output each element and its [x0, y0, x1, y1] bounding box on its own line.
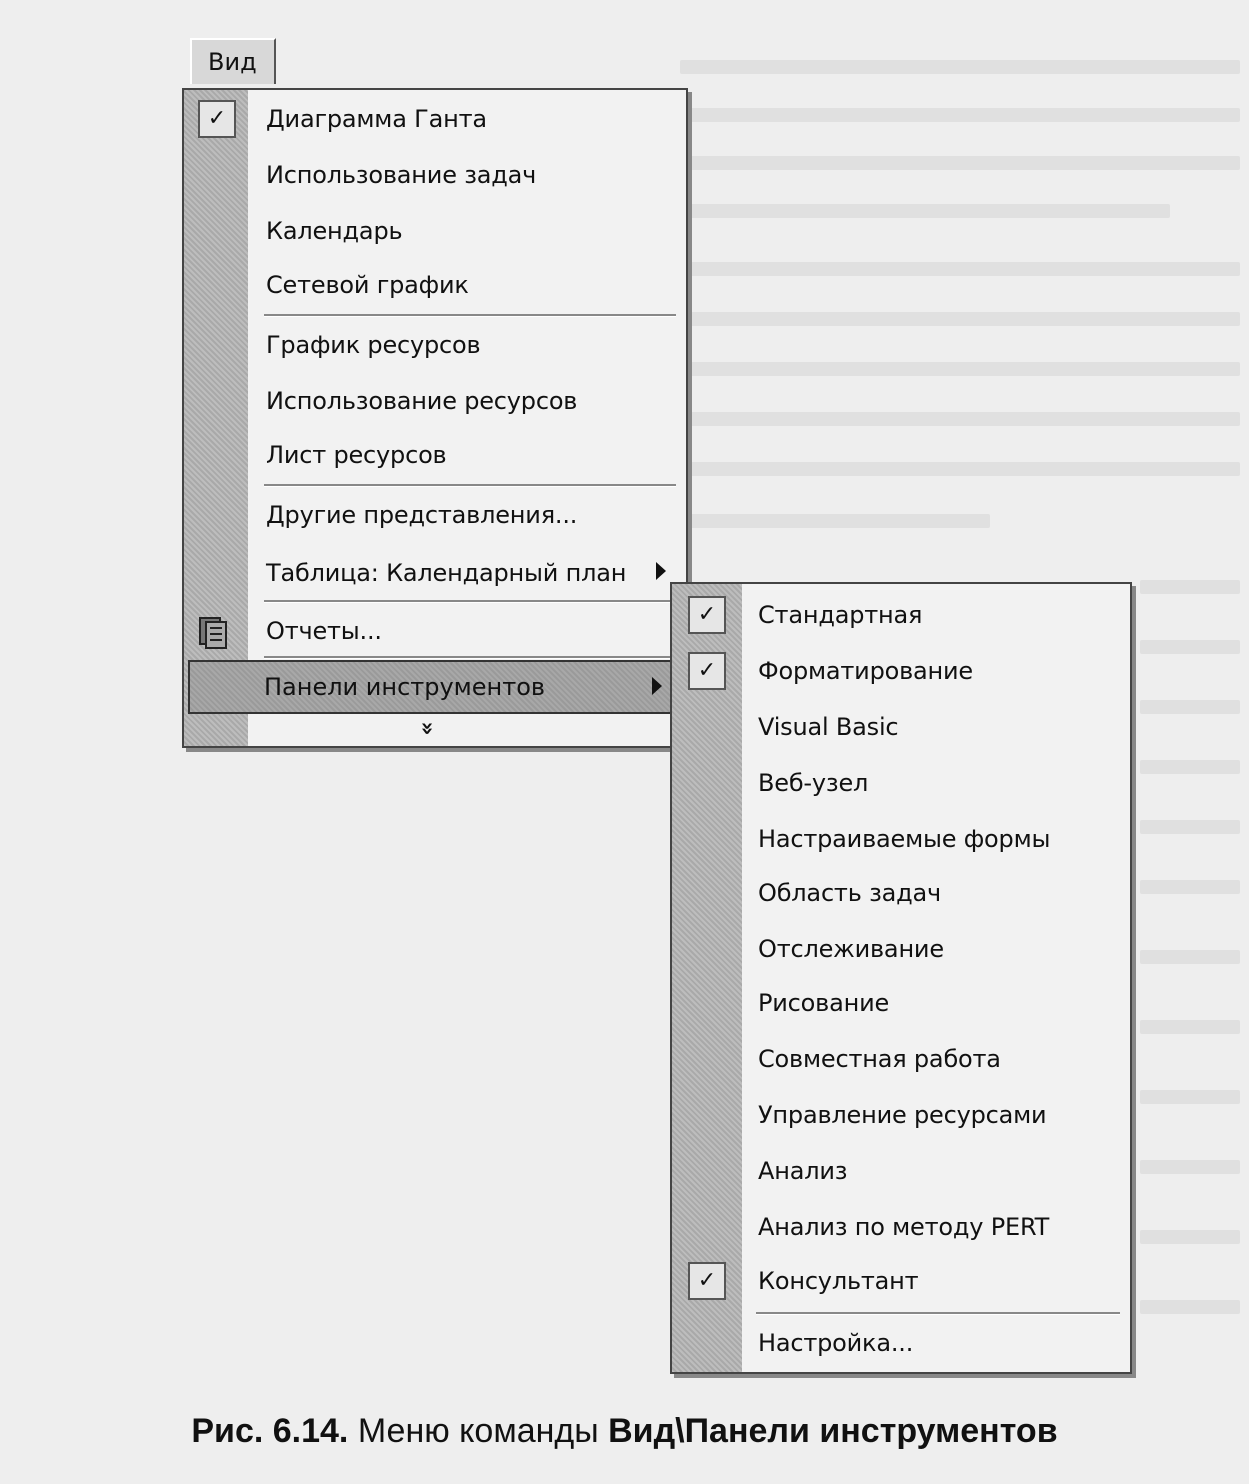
view-menu-dropdown: [182, 88, 688, 748]
check-icon: ✓: [688, 1262, 726, 1300]
menu-view-label: Вид: [208, 48, 257, 76]
submenu-item-label: Консультант: [758, 1267, 919, 1295]
submenu-item-consultant[interactable]: [672, 1254, 1130, 1310]
submenu-arrow-icon: [652, 677, 662, 695]
menu-item-toolbars[interactable]: [188, 660, 676, 714]
menu-item-label: Отчеты...: [266, 617, 382, 645]
menu-item-resource-usage[interactable]: [184, 374, 686, 430]
menu-item-more-views[interactable]: [184, 488, 686, 544]
menu-item-label: График ресурсов: [266, 331, 481, 359]
menu-item-resource-sheet[interactable]: [184, 428, 686, 484]
submenu-item-drawing[interactable]: [672, 976, 1130, 1032]
menu-item-calendar[interactable]: [184, 204, 686, 260]
submenu-item-label: Стандартная: [758, 601, 923, 629]
submenu-item-label: Форматирование: [758, 657, 973, 685]
menu-separator: [264, 314, 676, 317]
submenu-item-label: Visual Basic: [758, 713, 899, 741]
submenu-item-label: Веб-узел: [758, 769, 869, 797]
menu-separator: [264, 656, 676, 659]
submenu-item-label: Настройка...: [758, 1329, 914, 1357]
menu-item-reports[interactable]: [184, 604, 686, 660]
menu-item-label: Таблица: Календарный план: [266, 559, 627, 587]
menu-item-label: Лист ресурсов: [266, 441, 447, 469]
submenu-item-resource-management[interactable]: [672, 1088, 1130, 1144]
expand-chevron-icon[interactable]: [414, 716, 440, 741]
submenu-item-label: Анализ: [758, 1157, 848, 1185]
submenu-item-label: Область задач: [758, 879, 942, 907]
caption-menu-path: Вид\Панели инструментов: [608, 1412, 1058, 1450]
submenu-item-web[interactable]: [672, 756, 1130, 812]
submenu-item-task-pane[interactable]: [672, 866, 1130, 922]
submenu-item-custom-forms[interactable]: [672, 812, 1130, 868]
submenu-item-visual-basic[interactable]: [672, 700, 1130, 756]
submenu-item-formatting[interactable]: [672, 644, 1130, 700]
caption-figure-number: Рис. 6.14.: [191, 1412, 349, 1450]
submenu-item-analysis[interactable]: [672, 1144, 1130, 1200]
menu-item-label: Использование ресурсов: [266, 387, 578, 415]
menu-item-label: Сетевой график: [266, 271, 469, 299]
submenu-arrow-icon: [656, 562, 666, 580]
menu-item-label: Другие представления...: [266, 501, 578, 529]
submenu-item-tracking[interactable]: [672, 922, 1130, 978]
submenu-item-label: Управление ресурсами: [758, 1101, 1047, 1129]
toolbars-submenu: [670, 582, 1132, 1374]
menu-item-resource-graph[interactable]: [184, 318, 686, 374]
reports-icon: [198, 614, 232, 650]
menu-separator: [264, 484, 676, 487]
submenu-item-pert-analysis[interactable]: [672, 1200, 1130, 1256]
check-icon: ✓: [688, 596, 726, 634]
menu-item-network-diagram[interactable]: [184, 258, 686, 314]
expand-glyph: »: [414, 721, 440, 736]
menu-item-label: Панели инструментов: [264, 673, 546, 701]
menu-item-gantt-chart[interactable]: [184, 92, 686, 148]
submenu-item-label: Настраиваемые формы: [758, 825, 1051, 853]
menu-separator: [756, 1312, 1120, 1315]
check-icon: ✓: [198, 100, 236, 138]
submenu-item-customize[interactable]: [672, 1316, 1130, 1372]
caption-text: Меню команды: [348, 1412, 609, 1450]
menu-item-label: Диаграмма Ганта: [266, 105, 487, 133]
menu-item-label: Использование задач: [266, 161, 537, 189]
menu-item-task-usage[interactable]: [184, 148, 686, 204]
figure-caption: [0, 1412, 1249, 1451]
submenu-item-label: Совместная работа: [758, 1045, 1001, 1073]
menu-separator: [264, 600, 676, 603]
submenu-item-collaborate[interactable]: [672, 1032, 1130, 1088]
menu-item-table[interactable]: [184, 546, 686, 602]
submenu-item-standard[interactable]: [672, 588, 1130, 644]
submenu-item-label: Рисование: [758, 989, 890, 1017]
submenu-item-label: Отслеживание: [758, 935, 944, 963]
submenu-item-label: Анализ по методу PERT: [758, 1213, 1050, 1241]
check-icon: ✓: [688, 652, 726, 690]
menu-view-title[interactable]: [190, 38, 276, 84]
menu-item-label: Календарь: [266, 217, 403, 245]
